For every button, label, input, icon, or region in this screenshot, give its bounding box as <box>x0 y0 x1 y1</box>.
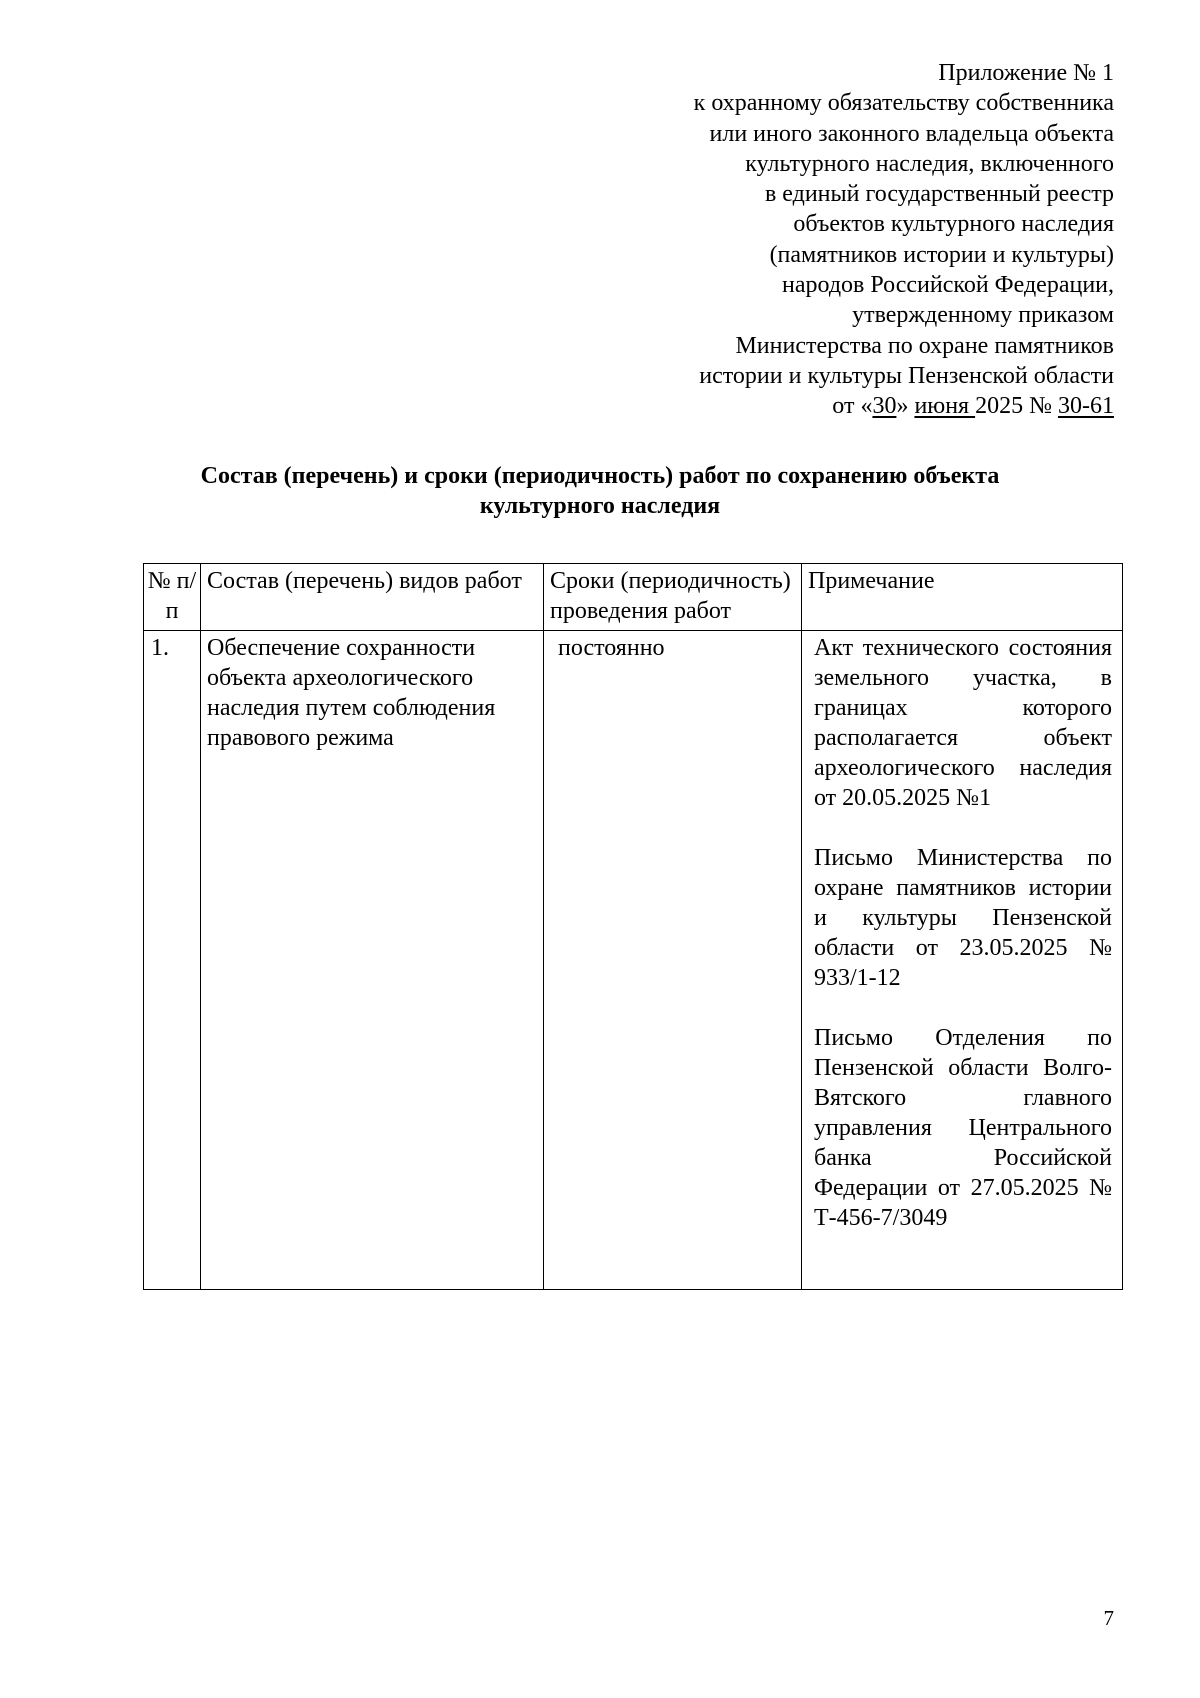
row-number: 1. <box>144 631 201 1290</box>
row-period: постоянно <box>544 631 802 1290</box>
page-number: 7 <box>1103 1606 1114 1630</box>
row-works: Обеспечение сохранности объекта археологического наследия путем соблюдения правового режима <box>201 631 544 1290</box>
appendix-header <box>474 58 1114 422</box>
header-number: № п/п <box>144 564 201 631</box>
table-header-row <box>144 564 1123 631</box>
appendix-line: в единый государственный реестр <box>764 181 1114 208</box>
title-line-1: Состав (перечень) и сроки (периодичность) работ по сохранению объекта <box>200 463 1000 489</box>
order-number: 30-61 <box>1058 393 1114 420</box>
date-day: 30 <box>872 393 897 420</box>
note-spacer <box>814 993 1112 1023</box>
appendix-line: или иного законного владельца объекта <box>709 120 1114 147</box>
date-year: 2025 № <box>975 393 1058 420</box>
date-prefix: от « <box>832 393 873 420</box>
appendix-line: Министерства по охране памятников <box>735 332 1114 359</box>
header-period: Сроки (периодичность) проведения работ <box>544 564 802 631</box>
table-row <box>144 631 1123 1290</box>
appendix-line: объектов культурного наследия <box>793 211 1114 238</box>
header-note: Примечание <box>802 564 1123 631</box>
date-middle: » <box>896 393 915 420</box>
works-table <box>143 563 1123 1290</box>
header-works: Состав (перечень) видов работ <box>201 564 544 631</box>
order-date-line <box>474 391 1114 421</box>
row-note <box>802 631 1123 1290</box>
appendix-line: (памятников истории и культуры) <box>769 241 1114 268</box>
appendix-line: культурного наследия, включенного <box>745 150 1114 177</box>
date-month: июня <box>914 393 976 420</box>
appendix-line: к охранному обязательству собственника <box>693 90 1114 117</box>
document-title <box>120 461 1080 521</box>
note-ministry-letter: Письмо Министерства по охране памятников истории и культуры Пензенской области от 23.05.2025 № 933/1-12 <box>814 845 1112 991</box>
appendix-title: Приложение № 1 <box>938 60 1114 86</box>
note-spacer <box>814 813 1112 843</box>
title-line-2: культурного наследия <box>479 493 721 519</box>
appendix-line: народов Российской Федерации, <box>782 272 1114 299</box>
appendix-line: истории и культуры Пензенской области <box>699 362 1114 389</box>
appendix-line: утвержденному приказом <box>852 302 1114 329</box>
note-bank-letter: Письмо Отделения по Пензенской области Волго-Вятского главного управления Центрального банка Российской Федерации от 27.05.2025 № Т-456-7/3049 <box>814 1025 1112 1231</box>
note-act: Акт технического состояния земельного участка, в границах которого располагается объект археологического наследия от 20.05.2025 №1 <box>814 635 1112 811</box>
